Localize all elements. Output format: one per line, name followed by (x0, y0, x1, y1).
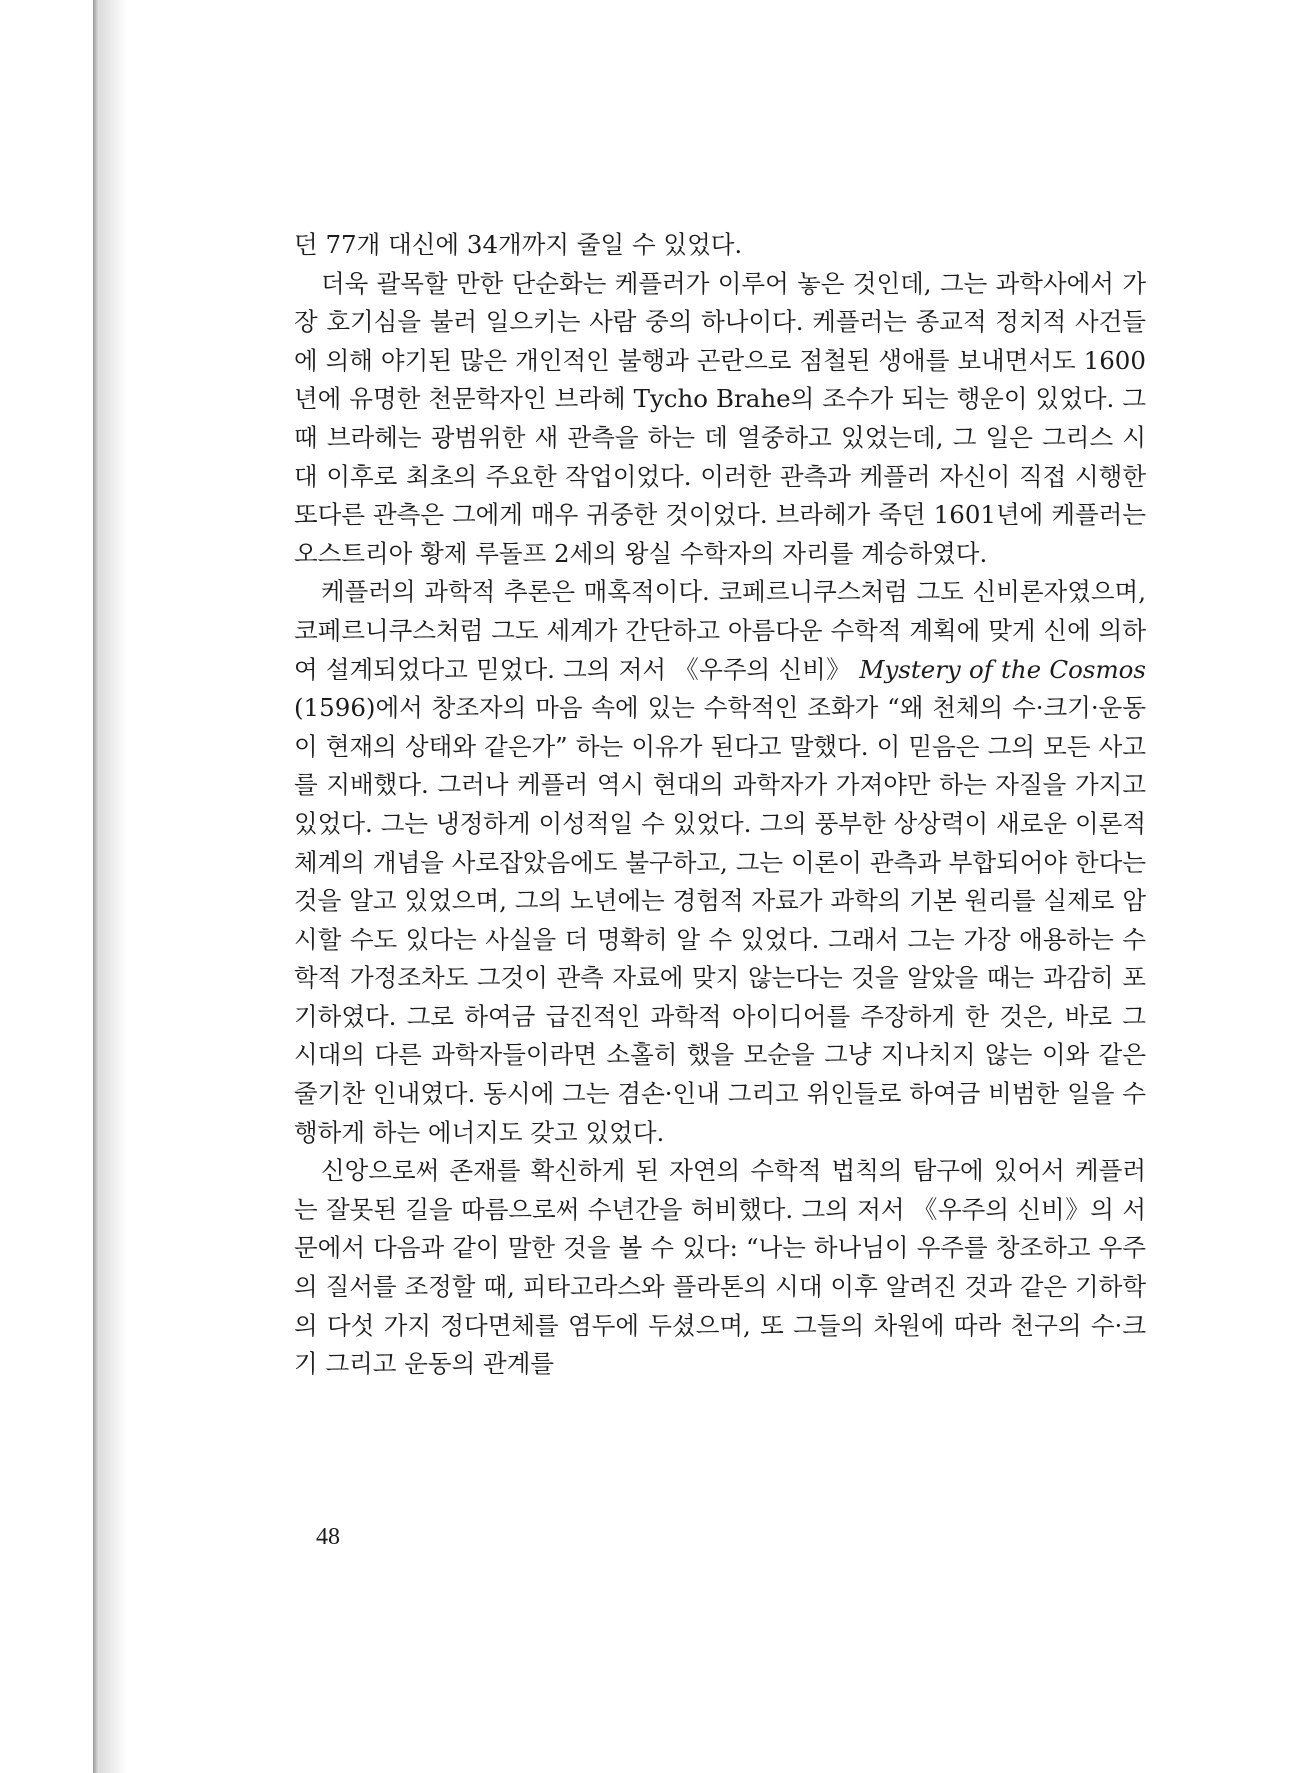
paragraph-kepler-reasoning-end: (1596)에서 창조자의 마음 속에 있는 수학적인 조화가 “왜 천체의 수·크기·운동이 현재의 상태와 같은가” 하는 이유가 된다고 말했다. 이 믿음은 그의 모든 사고를 지배했다. 그러나 케플러 역시 현대의 과학자가 가져야만 하는 자질을 가지고 있었다. 그는 냉정하게 이성적일 수 있었다. 그의 풍부한 상상력이 새로운 이론적 체계의 개념을 사로잡았음에도 불구하고, 그는 이론이 관측과 부합되어야 한다는 것을 알고 있었으며, 그의 노년에는 경험적 자료가 과학의 기본 원리를 실제로 암시할 수도 있다는 사실을 더 명확히 알 수 있었다. 그래서 그는 가장 애용하는 수학적 가정조차도 그것이 관측 자료에 맞지 않는다는 것을 알았을 때는 과감히 포기하였다. 그로 하여금 급진적인 과학적 아이디어를 주장하게 한 것은, 바로 그 시대의 다른 과학자들이라면 소홀히 했을 모순을 그냥 지나치지 않는 이와 같은 줄기찬 인내였다. 동시에 그는 겸손·인내 그리고 위인들로 하여금 비범한 일을 수행하게 하는 에너지도 갖고 있었다. (294, 693, 1146, 1147)
page-fold-gradient (99, 0, 127, 1773)
paragraph-kepler-intro: 더욱 괄목할 만한 단순화는 케플러가 이루어 놓은 것인데, 그는 과학사에서 가장 호기심을 불러 일으키는 사람 중의 하나이다. 케플러는 종교적 정치적 사건들에 의해 야기된 많은 개인적인 불행과 곤란으로 점철된 생애를 보내면서도 1600년에 유명한 천문학자인 브라헤 Tycho Brahe의 조수가 되는 행운이 있었다. 그때 브라헤는 광범위한 새 관측을 하는 데 열중하고 있었는데, 그 일은 그리스 시대 이후로 최초의 주요한 작업이었다. 이러한 관측과 케플러 자신이 직접 시행한 또다른 관측은 그에게 매우 귀중한 것이었다. 브라헤가 죽던 1601년에 케플러는 오스트리아 황제 루돌프 2세의 왕실 수학자의 자리를 계승하였다. (294, 268, 1146, 568)
paragraph-kepler-faith: 신앙으로써 존재를 확신하게 된 자연의 수학적 법칙의 탐구에 있어서 케플러는 잘못된 길을 따름으로써 수년간을 허비했다. 그의 저서 《우주의 신비》의 서문에서 다음과 같이 말한 것을 볼 수 있다: “나는 하나님이 우주를 창조하고 우주의 질서를 조정할 때, 피타고라스와 플라톤의 시대 이후 알려진 것과 같은 기하학의 다섯 가지 정다면체를 염두에 두셨으며, 또 그들의 차원에 따라 천구의 수·크기 그리고 운동의 관계를 (294, 1156, 1146, 1379)
book-title-italic: Mystery of the Cosmos (859, 654, 1146, 684)
page-number: 48 (316, 1524, 340, 1550)
paragraph-kepler-reasoning-start: 케플러의 과학적 추론은 매혹적이다. 코페르니쿠스처럼 그도 신비론자였으며, 코페르니쿠스처럼 그도 세계가 간단하고 아름다운 수학적 계획에 맞게 신에 의하여 설계되었다고 믿었다. 그의 저서 《우주의 신비》 (294, 577, 1146, 684)
paragraph-continued: 던 77개 대신에 34개까지 줄일 수 있었다. (294, 230, 743, 259)
body-text (294, 226, 1146, 1384)
paragraph-kepler-reasoning (294, 573, 1146, 1152)
